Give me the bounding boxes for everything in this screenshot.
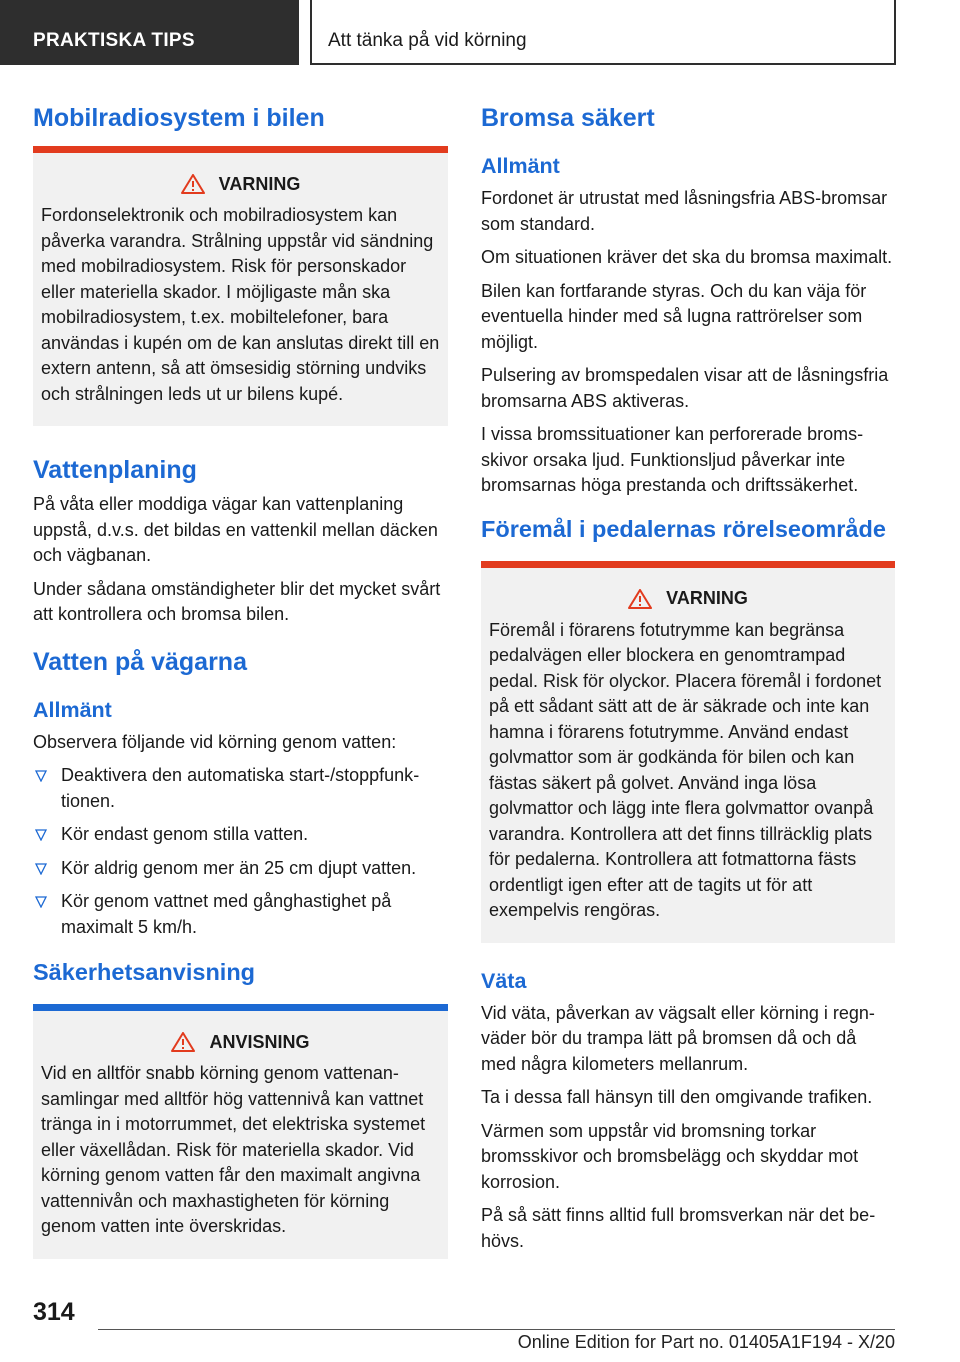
warning-text: Föremål i förarens fotutrymme kan begränsa pedalvägen eller blockera en genomtrampad pedal. Risk för olyckor. Placera föremål i fordonet på ett sådant sätt att de är säkrade och inte kan hamna i förarens fotutrymme. Använd endast golvmattor som är godkända för bilen och kan fästas säkert på golvet. Använd inga lösa golvmattor och lägg inte flera golvmattor ovanpå varandra. Kontrollera att det finns tillräcklig plats för pedalerna. Kontrollera att fotmattorna fästs ordentligt igen efter att de tagits ut för att exempelvis rengöras. (489, 619, 882, 920)
brake-general-heading: Allmänt (481, 154, 560, 178)
notice-text: Vid en alltför snabb körning genom vattenansamlingar med alltför hög vattennivå kan vattnet tränga in i motorrummet, det elektriska systemet eller växellådan. Risk för materiella skador. Vid körning genom vatten får den maximalt angivna vattennivån och maxhastigheten för körning genom vatten inte överskridas. (41, 1063, 426, 1236)
right-column (481, 96, 895, 1262)
aquaplaning-heading: Vattenplaning (33, 456, 197, 484)
aquaplaning-p1: På våta eller moddiga vägar kan vattenplaning uppstå, d.v.s. det bildas en vattenkil mellan däcken och vägbanan. (33, 494, 438, 565)
brake-p5: I vissa bromssituationer kan perforerade bromsskivor orsaka ljud. Funktionsljud påverkar inte bromsarnas höga prestanda och driftssäkerhet. (481, 424, 864, 495)
wet-p1: Vid väta, påverkan av vägsalt eller körning i regnväder bör du trampa lätt på bromsen då och då med några kilometers mellanrum. (481, 1002, 875, 1074)
wet-p2: Ta i dessa fall hänsyn till den omgivande trafiken. (481, 1087, 873, 1107)
triangle-bullet-icon (35, 770, 47, 782)
notice-header (41, 1029, 440, 1055)
warning-header (489, 586, 887, 612)
mobile-radio-heading: Mobilradiosystem i bilen (33, 104, 325, 132)
footer-rule (98, 1329, 895, 1330)
triangle-bullet-icon (35, 863, 47, 875)
warning-text: Fordonselektronik och mobilradiosystem kan påverka varandra. Strålning uppstår vid sändning med mobilradiosystem. Risk för personskador eller materiella skador. I möjligaste mån ska mobilradiosystem, t.ex. mobiltelefoner, bara användas i kupén om de kan anslutas direkt till en extern antenn, så att ömsesidig störning undviks och strålningen leds ut ur bilens kupé. (41, 205, 440, 404)
water-intro: Observera följande vid körning genom vatten: (33, 731, 397, 752)
list-item (33, 763, 448, 814)
list-item-text: Deaktivera den automatiska start-/stoppfunktionen. (61, 765, 420, 811)
brake-p4: Pulsering av bromspedalen visar att de låsningsfria bromsarna ABS aktiveras. (481, 365, 889, 411)
list-item-text: Kör aldrig genom mer än 25 cm djupt vatten. (61, 857, 417, 878)
water-list (33, 763, 448, 940)
warning-header (41, 171, 440, 197)
footer-edition (502, 1332, 895, 1353)
mobile-warning-box (33, 146, 448, 426)
wet-p3: Värmen som uppstår vid bromsning torkar bromsskivor och bromsbelägg och skyddar mot korrosion. (481, 1120, 859, 1192)
list-item-text: Kör endast genom stilla vatten. (61, 824, 309, 844)
warning-triangle-icon (171, 1032, 195, 1052)
wet-heading: Väta (481, 968, 527, 993)
triangle-bullet-icon (35, 896, 47, 908)
warning-label: VARNING (218, 173, 301, 194)
safety-heading: Säkerhetsanvisning (33, 959, 256, 985)
water-heading: Vatten på vägarna (33, 647, 247, 676)
list-item-text: Kör genom vattnet med gånghastighet på maximalt 5 km/h. (61, 891, 392, 937)
water-general-heading: Allmänt (33, 697, 112, 722)
brake-p3: Bilen kan fortfarande styras. Och du kan väja för eventuella hinder med så lugna rattrörelser som möjligt. (481, 280, 867, 352)
warning-label: VARNING (666, 588, 748, 608)
pedal-warning-box (481, 561, 895, 943)
pedal-heading: Föremål i pedalernas rörelseområde (481, 515, 886, 542)
edition-text: Online Edition for Part no. 01405A1F194 - X/20 (517, 1332, 895, 1352)
brake-p1: Fordonet är utrustat med låsningsfria ABS-bromsar som standard. (481, 188, 888, 234)
chapter-tab: Att tänka på vid körning (310, 0, 896, 65)
list-item (33, 856, 448, 882)
aquaplaning-p2: Under sådana omständigheter blir det mycket svårt att kontrollera och bromsa bilen. (33, 578, 441, 624)
wet-p4: På så sätt finns alltid full bromsverkan när det behövs. (481, 1205, 876, 1251)
list-item (33, 822, 448, 848)
notice-label: ANVISNING (209, 1031, 310, 1052)
left-column (33, 96, 448, 1259)
notice-box (33, 1004, 448, 1259)
warning-triangle-icon (181, 174, 205, 194)
brake-p2: Om situationen kräver det ska du bromsa maximalt. (481, 247, 893, 267)
section-tab: PRAKTISKA TIPS (0, 0, 299, 65)
triangle-bullet-icon (35, 829, 47, 841)
warning-triangle-icon (628, 589, 652, 609)
brake-heading: Bromsa säkert (481, 104, 655, 132)
list-item (33, 889, 448, 940)
page-number: 314 (33, 1298, 75, 1326)
